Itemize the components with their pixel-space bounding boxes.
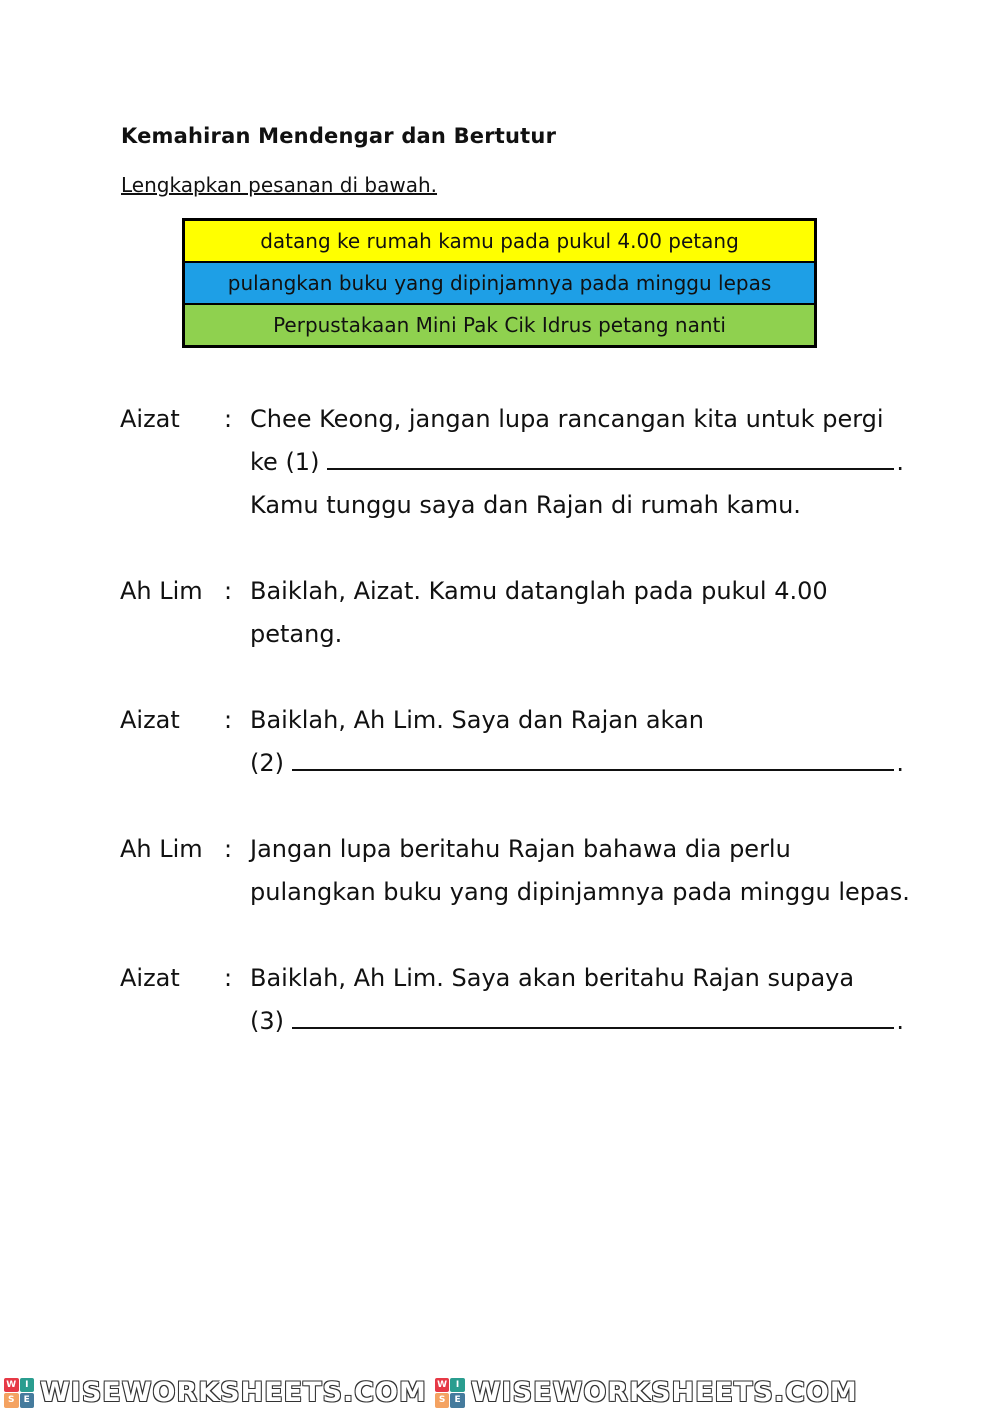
speech-line: Jangan lupa beritahu Rajan bahawa dia perlu [250,835,791,863]
colon: : [224,964,233,992]
speech [250,699,920,785]
speech-line: Baiklah, Aizat. Kamu datanglah pada pukul 4.00 [250,577,828,605]
choice-blue: pulangkan buku yang dipinjamnya pada minggu lepas [185,263,814,303]
speech-line: petang. [250,620,343,648]
blank-prefix: (2) [250,749,284,777]
colon: : [224,835,233,863]
speech-line: Chee Keong, jangan lupa rancangan kita untuk pergi [250,405,884,433]
blank-suffix: . [896,448,904,476]
blank-suffix: . [896,749,904,777]
speaker-name: Ah Lim [120,835,203,863]
speech-line: Baiklah, Ah Lim. Saya dan Rajan akan [250,706,704,734]
speech [250,398,920,527]
answer-choices-box [182,218,817,348]
dialog-turn [120,699,920,785]
choice-yellow: datang ke rumah kamu pada pukul 4.00 petang [185,221,814,261]
worksheet-title: Kemahiran Mendengar dan Bertutur [121,124,557,148]
brand-mark [435,1377,858,1408]
answer-blank-1[interactable] [327,442,894,470]
wise-logo-icon: W I S E [435,1378,465,1408]
brand-text: WISEWORKSHEETS.COM [40,1377,427,1408]
colon: : [224,706,233,734]
colon: : [224,577,233,605]
footer-watermark [0,1372,1000,1413]
dialog-turn [120,570,920,656]
blank-line-3 [250,1000,904,1043]
speaker-name: Aizat [120,706,180,734]
dialog-turn [120,828,920,914]
speaker-name: Aizat [120,405,180,433]
blank-suffix: . [896,1007,904,1035]
speech-line: Kamu tunggu saya dan Rajan di rumah kamu. [250,491,801,519]
speech [250,828,920,914]
speaker-name: Aizat [120,964,180,992]
blank-prefix: (3) [250,1007,284,1035]
blank-prefix: ke (1) [250,448,320,476]
answer-blank-3[interactable] [292,1001,894,1029]
answer-blank-2[interactable] [292,743,894,771]
dialog-turn [120,957,920,1043]
instruction-text: Lengkapkan pesanan di bawah. [121,173,438,197]
choice-green: Perpustakaan Mini Pak Cik Idrus petang nanti [185,305,814,345]
dialog-turn [120,398,920,527]
brand-text: WISEWORKSHEETS.COM [470,1377,858,1408]
colon: : [224,405,233,433]
brand-mark [4,1377,427,1408]
speech-line: pulangkan buku yang dipinjamnya pada minggu lepas. [250,878,910,906]
dialogue [120,398,920,1043]
speech [250,570,920,656]
speaker-name: Ah Lim [120,577,203,605]
blank-line-1 [250,441,904,484]
speech [250,957,920,1043]
speech-line: Baiklah, Ah Lim. Saya akan beritahu Rajan supaya [250,964,855,992]
blank-line-2 [250,742,904,785]
wise-logo-icon: W I S E [4,1378,34,1408]
